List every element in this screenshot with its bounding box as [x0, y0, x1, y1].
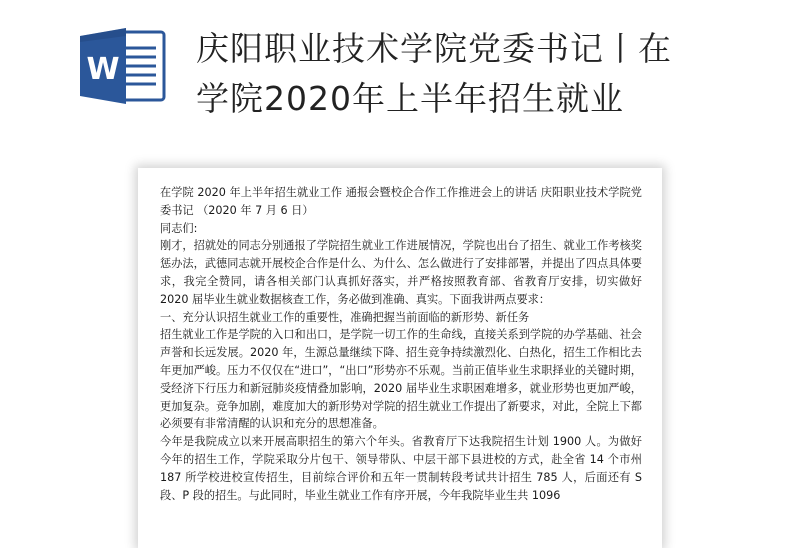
doc-paragraph-heading: 在学院 2020 年上半年招生就业工作 通报会暨校企合作工作推进会上的讲话 庆阳职业技术学院党委书记 （2020 年 7 月 6 日）: [160, 186, 642, 217]
word-icon-letter: W: [86, 52, 120, 87]
doc-section-heading: 一、充分认识招生就业工作的重要性，准确把握当前面临的新形势、新任务: [160, 310, 530, 324]
doc-paragraph: 刚才，招就处的同志分别通报了学院招生就业工作进展情况，学院也出台了招生、就业工作考核奖惩办法，武德同志就开展校企合作是什么、为什么、怎么做进行了安排部署，并提出了四点具体要求，我完全赞同，请各相关部门认真抓好落实，并严格按照教育部、省教育厅安排，切实做好 2020 届毕业生就业数据核查工作，务必做到准确、真实。下面我讲两点要求：: [160, 239, 642, 306]
document-page[interactable]: [138, 168, 662, 548]
title-line-1: 庆阳职业技术学院党委书记丨在: [196, 29, 672, 68]
word-icon: [76, 26, 168, 106]
page-header: [0, 0, 800, 150]
page-title: [196, 24, 776, 124]
title-line-2: 学院2020年上半年招生就业: [196, 79, 624, 118]
document-body: [160, 184, 642, 504]
doc-paragraph-salutation: 同志们:: [160, 221, 198, 235]
document-preview-area: [0, 150, 800, 526]
doc-paragraph: 今年是我院成立以来开展高职招生的第六个年头。省教育厅下达我院招生计划 1900 人。为做好今年的招生工作，学院采取分片包干、领导带队、中层干部下县进校的方式，赴全省 14 个市州 187 所学校进校宣传招生，目前综合评价和五年一贯制转段考试共计招生 785 人，后面还有 S 段、P 段的招生。与此同时，毕业生就业工作有序开展，今年我院毕业生共 1096: [160, 435, 642, 502]
doc-paragraph: 招生就业工作是学院的入口和出口，是学院一切工作的生命线，直接关系到学院的办学基础、社会声誉和长远发展。2020 年，生源总量继续下降、招生竞争持续激烈化、白热化，招生工作相比去年更加严峻。压力不仅仅在“进口”，“出口”形势亦不乐观。当前正值毕业生求职择业的关键时期，受经济下行压力和新冠肺炎疫情叠加影响，2020 届毕业生求职困难增多，就业形势也更加严峻，更加复杂。竞争加剧，难度加大的新形势对学院的招生就业工作提出了新要求，对此，全院上下都必须要有非常清醒的认识和充分的思想准备。: [160, 328, 642, 431]
